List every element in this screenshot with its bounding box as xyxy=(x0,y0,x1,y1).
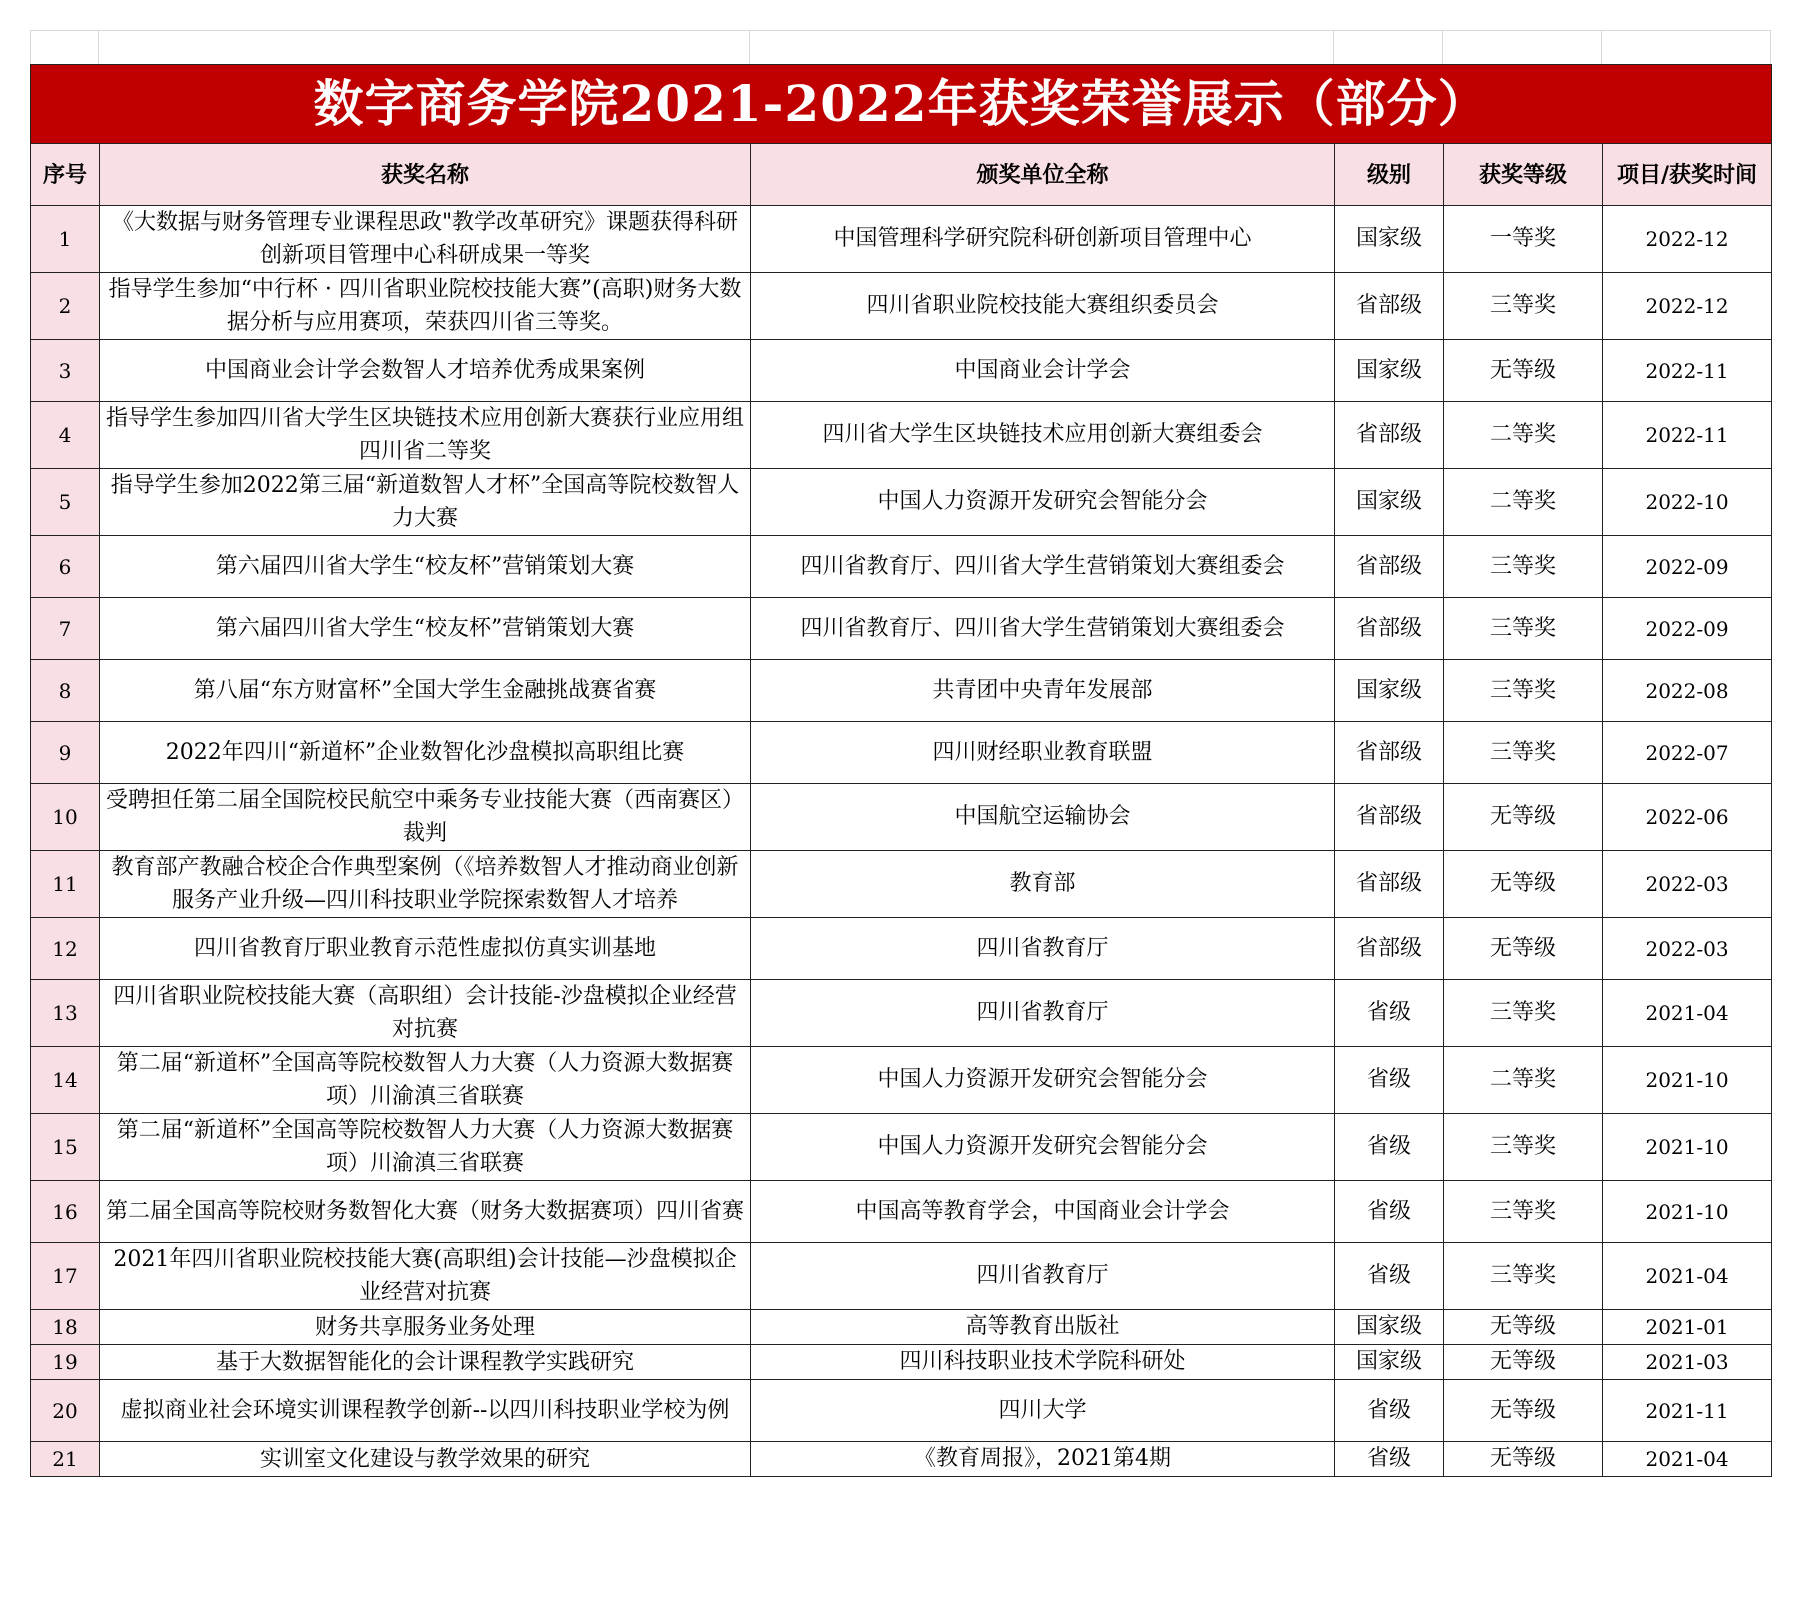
grade-cell[interactable]: 无等级 xyxy=(1444,918,1603,980)
table-row xyxy=(31,1442,1772,1477)
award-name-cell[interactable]: 第六届四川省大学生“校友杯”营销策划大赛 xyxy=(100,598,751,660)
date-cell[interactable]: 2021-03 xyxy=(1603,1345,1772,1380)
date-cell[interactable]: 2022-03 xyxy=(1603,918,1772,980)
award-name-cell[interactable]: 中国商业会计学会数智人才培养优秀成果案例 xyxy=(100,340,751,402)
award-name-cell[interactable]: 四川省教育厅职业教育示范性虚拟仿真实训基地 xyxy=(100,918,751,980)
grade-cell[interactable]: 三等奖 xyxy=(1444,273,1603,340)
level-cell[interactable]: 省级 xyxy=(1335,1181,1444,1243)
row-index[interactable]: 5 xyxy=(31,469,100,536)
row-index[interactable]: 16 xyxy=(31,1181,100,1243)
table-row xyxy=(31,536,1772,598)
row-index[interactable]: 20 xyxy=(31,1380,100,1442)
table-row xyxy=(31,660,1772,722)
row-index[interactable]: 12 xyxy=(31,918,100,980)
date-cell[interactable]: 2022-06 xyxy=(1603,784,1772,851)
level-cell[interactable]: 省部级 xyxy=(1335,402,1444,469)
row-index[interactable]: 3 xyxy=(31,340,100,402)
level-cell[interactable]: 省部级 xyxy=(1335,598,1444,660)
organization-cell[interactable]: 中国人力资源开发研究会智能分会 xyxy=(751,469,1335,536)
header-row xyxy=(31,144,1772,206)
award-name-cell[interactable]: 基于大数据智能化的会计课程教学实践研究 xyxy=(100,1345,751,1380)
award-name-cell[interactable]: 第八届“东方财富杯”全国大学生金融挑战赛省赛 xyxy=(100,660,751,722)
date-cell[interactable]: 2022-12 xyxy=(1603,206,1772,273)
level-cell[interactable]: 省部级 xyxy=(1335,784,1444,851)
row-index[interactable]: 19 xyxy=(31,1345,100,1380)
grid-cell[interactable] xyxy=(1443,30,1602,64)
award-name-cell[interactable]: 教育部产教融合校企合作典型案例（《培养数智人才推动商业创新服务产业升级—四川科技职业学院探索数智人才培养 xyxy=(100,851,751,918)
grade-cell[interactable]: 无等级 xyxy=(1444,1380,1603,1442)
grade-cell[interactable]: 三等奖 xyxy=(1444,1181,1603,1243)
table-row xyxy=(31,851,1772,918)
organization-cell[interactable]: 四川省教育厅、四川省大学生营销策划大赛组委会 xyxy=(751,598,1335,660)
level-cell[interactable]: 国家级 xyxy=(1335,1345,1444,1380)
level-cell[interactable]: 省级 xyxy=(1335,1442,1444,1477)
organization-cell[interactable]: 中国商业会计学会 xyxy=(751,340,1335,402)
organization-cell[interactable]: 《教育周报》，2021第4期 xyxy=(751,1442,1335,1477)
grade-cell[interactable]: 无等级 xyxy=(1444,1442,1603,1477)
row-index[interactable]: 4 xyxy=(31,402,100,469)
table-row xyxy=(31,1310,1772,1345)
header-organization: 颁奖单位全称 xyxy=(751,144,1335,206)
grid-cell[interactable] xyxy=(1602,30,1771,64)
header-level: 级别 xyxy=(1335,144,1444,206)
award-name-cell[interactable]: 《大数据与财务管理专业课程思政"教学改革研究》课题获得科研创新项目管理中心科研成果一等奖 xyxy=(100,206,751,273)
award-name-cell[interactable]: 2021年四川省职业院校技能大赛(高职组)会计技能—沙盘模拟企业经营对抗赛 xyxy=(100,1243,751,1310)
grade-cell[interactable]: 三等奖 xyxy=(1444,1114,1603,1181)
grade-cell[interactable]: 三等奖 xyxy=(1444,722,1603,784)
spreadsheet xyxy=(30,30,1771,1477)
organization-cell[interactable]: 教育部 xyxy=(751,851,1335,918)
level-cell[interactable]: 省部级 xyxy=(1335,536,1444,598)
date-cell[interactable]: 2021-04 xyxy=(1603,980,1772,1047)
row-index[interactable]: 13 xyxy=(31,980,100,1047)
row-index[interactable]: 1 xyxy=(31,206,100,273)
level-cell[interactable]: 省部级 xyxy=(1335,851,1444,918)
organization-cell[interactable]: 中国人力资源开发研究会智能分会 xyxy=(751,1047,1335,1114)
level-cell[interactable]: 国家级 xyxy=(1335,340,1444,402)
level-cell[interactable]: 省部级 xyxy=(1335,273,1444,340)
row-index[interactable]: 21 xyxy=(31,1442,100,1477)
table-row xyxy=(31,1380,1772,1442)
table-row xyxy=(31,469,1772,536)
award-name-cell[interactable]: 受聘担任第二届全国院校民航空中乘务专业技能大赛（西南赛区）裁判 xyxy=(100,784,751,851)
date-cell[interactable]: 2022-10 xyxy=(1603,469,1772,536)
grade-cell[interactable]: 二等奖 xyxy=(1444,469,1603,536)
level-cell[interactable]: 国家级 xyxy=(1335,1310,1444,1345)
level-cell[interactable]: 省部级 xyxy=(1335,722,1444,784)
organization-cell[interactable]: 中国高等教育学会，中国商业会计学会 xyxy=(751,1181,1335,1243)
table-row xyxy=(31,402,1772,469)
row-index[interactable]: 7 xyxy=(31,598,100,660)
title-row xyxy=(31,65,1772,144)
organization-cell[interactable]: 四川省大学生区块链技术应用创新大赛组委会 xyxy=(751,402,1335,469)
date-cell[interactable]: 2022-12 xyxy=(1603,273,1772,340)
table-row xyxy=(31,1047,1772,1114)
table-row xyxy=(31,784,1772,851)
award-name-cell[interactable]: 2022年四川“新道杯”企业数智化沙盘模拟高职组比赛 xyxy=(100,722,751,784)
row-index[interactable]: 15 xyxy=(31,1114,100,1181)
organization-cell[interactable]: 中国人力资源开发研究会智能分会 xyxy=(751,1114,1335,1181)
date-cell[interactable]: 2022-11 xyxy=(1603,402,1772,469)
table-row xyxy=(31,980,1772,1047)
date-cell[interactable]: 2021-11 xyxy=(1603,1380,1772,1442)
table-row xyxy=(31,1114,1772,1181)
date-cell[interactable]: 2021-04 xyxy=(1603,1243,1772,1310)
level-cell[interactable]: 省级 xyxy=(1335,980,1444,1047)
awards-table xyxy=(30,64,1772,1477)
award-name-cell[interactable]: 四川省职业院校技能大赛（高职组）会计技能-沙盘模拟企业经营对抗赛 xyxy=(100,980,751,1047)
level-cell[interactable]: 省级 xyxy=(1335,1047,1444,1114)
date-cell[interactable]: 2022-08 xyxy=(1603,660,1772,722)
table-row xyxy=(31,273,1772,340)
row-index[interactable]: 10 xyxy=(31,784,100,851)
organization-cell[interactable]: 四川省职业院校技能大赛组织委员会 xyxy=(751,273,1335,340)
date-cell[interactable]: 2021-01 xyxy=(1603,1310,1772,1345)
organization-cell[interactable]: 四川科技职业技术学院科研处 xyxy=(751,1345,1335,1380)
header-index: 序号 xyxy=(31,144,100,206)
award-name-cell[interactable]: 指导学生参加“中行杯 · 四川省职业院校技能大赛”(高职)财务大数据分析与应用赛项，荣获四川省三等奖。 xyxy=(100,273,751,340)
grade-cell[interactable]: 三等奖 xyxy=(1444,660,1603,722)
organization-cell[interactable]: 四川财经职业教育联盟 xyxy=(751,722,1335,784)
header-award-name: 获奖名称 xyxy=(100,144,751,206)
organization-cell[interactable]: 高等教育出版社 xyxy=(751,1310,1335,1345)
award-name-cell[interactable]: 第六届四川省大学生“校友杯”营销策划大赛 xyxy=(100,536,751,598)
organization-cell[interactable]: 四川省教育厅、四川省大学生营销策划大赛组委会 xyxy=(751,536,1335,598)
grade-cell[interactable]: 无等级 xyxy=(1444,340,1603,402)
award-name-cell[interactable]: 指导学生参加2022第三届“新道数智人才杯”全国高等院校数智人力大赛 xyxy=(100,469,751,536)
table-row xyxy=(31,918,1772,980)
table-row xyxy=(31,340,1772,402)
organization-cell[interactable]: 四川省教育厅 xyxy=(751,980,1335,1047)
page-title: 数字商务学院2021-2022年获奖荣誉展示（部分） xyxy=(31,65,1772,144)
date-cell[interactable]: 2021-10 xyxy=(1603,1047,1772,1114)
grade-cell[interactable]: 三等奖 xyxy=(1444,536,1603,598)
grade-cell[interactable]: 二等奖 xyxy=(1444,1047,1603,1114)
grid-cell[interactable] xyxy=(1334,30,1443,64)
grade-cell[interactable]: 三等奖 xyxy=(1444,980,1603,1047)
level-cell[interactable]: 省部级 xyxy=(1335,918,1444,980)
grade-cell[interactable]: 无等级 xyxy=(1444,1310,1603,1345)
date-cell[interactable]: 2021-10 xyxy=(1603,1181,1772,1243)
table-row xyxy=(31,598,1772,660)
level-cell[interactable]: 省级 xyxy=(1335,1380,1444,1442)
grade-cell[interactable]: 无等级 xyxy=(1444,1345,1603,1380)
grade-cell[interactable]: 二等奖 xyxy=(1444,402,1603,469)
level-cell[interactable]: 国家级 xyxy=(1335,206,1444,273)
row-index[interactable]: 11 xyxy=(31,851,100,918)
header-date: 项目/获奖时间 xyxy=(1603,144,1772,206)
organization-cell[interactable]: 共青团中央青年发展部 xyxy=(751,660,1335,722)
row-index[interactable]: 14 xyxy=(31,1047,100,1114)
row-index[interactable]: 2 xyxy=(31,273,100,340)
date-cell[interactable]: 2022-09 xyxy=(1603,598,1772,660)
award-name-cell[interactable]: 第二届全国高等院校财务数智化大赛（财务大数据赛项）四川省赛 xyxy=(100,1181,751,1243)
grade-cell[interactable]: 一等奖 xyxy=(1444,206,1603,273)
grade-cell[interactable]: 无等级 xyxy=(1444,851,1603,918)
empty-grid-row xyxy=(30,30,1771,64)
date-cell[interactable]: 2021-10 xyxy=(1603,1114,1772,1181)
table-row xyxy=(31,206,1772,273)
row-index[interactable]: 6 xyxy=(31,536,100,598)
row-index[interactable]: 18 xyxy=(31,1310,100,1345)
organization-cell[interactable]: 中国管理科学研究院科研创新项目管理中心 xyxy=(751,206,1335,273)
table-row xyxy=(31,1181,1772,1243)
award-name-cell[interactable]: 实训室文化建设与教学效果的研究 xyxy=(100,1442,751,1477)
organization-cell[interactable]: 四川省教育厅 xyxy=(751,1243,1335,1310)
level-cell[interactable]: 国家级 xyxy=(1335,469,1444,536)
row-index[interactable]: 9 xyxy=(31,722,100,784)
grade-cell[interactable]: 无等级 xyxy=(1444,784,1603,851)
award-name-cell[interactable]: 财务共享服务业务处理 xyxy=(100,1310,751,1345)
table-row xyxy=(31,1243,1772,1310)
grid-cell[interactable] xyxy=(30,30,99,64)
award-name-cell[interactable]: 虚拟商业社会环境实训课程教学创新--以四川科技职业学校为例 xyxy=(100,1380,751,1442)
award-name-cell[interactable]: 第二届“新道杯”全国高等院校数智人力大赛（人力资源大数据赛项）川渝滇三省联赛 xyxy=(100,1047,751,1114)
grid-cell[interactable] xyxy=(99,30,750,64)
level-cell[interactable]: 省级 xyxy=(1335,1114,1444,1181)
row-index[interactable]: 8 xyxy=(31,660,100,722)
row-index[interactable]: 17 xyxy=(31,1243,100,1310)
level-cell[interactable]: 国家级 xyxy=(1335,660,1444,722)
date-cell[interactable]: 2022-09 xyxy=(1603,536,1772,598)
level-cell[interactable]: 省级 xyxy=(1335,1243,1444,1310)
table-row xyxy=(31,722,1772,784)
grade-cell[interactable]: 三等奖 xyxy=(1444,1243,1603,1310)
award-name-cell[interactable]: 指导学生参加四川省大学生区块链技术应用创新大赛获行业应用组四川省二等奖 xyxy=(100,402,751,469)
award-name-cell[interactable]: 第二届“新道杯”全国高等院校数智人力大赛（人力资源大数据赛项）川渝滇三省联赛 xyxy=(100,1114,751,1181)
date-cell[interactable]: 2021-04 xyxy=(1603,1442,1772,1477)
organization-cell[interactable]: 四川大学 xyxy=(751,1380,1335,1442)
date-cell[interactable]: 2022-03 xyxy=(1603,851,1772,918)
grade-cell[interactable]: 三等奖 xyxy=(1444,598,1603,660)
organization-cell[interactable]: 中国航空运输协会 xyxy=(751,784,1335,851)
header-grade: 获奖等级 xyxy=(1444,144,1603,206)
grid-cell[interactable] xyxy=(750,30,1334,64)
date-cell[interactable]: 2022-07 xyxy=(1603,722,1772,784)
organization-cell[interactable]: 四川省教育厅 xyxy=(751,918,1335,980)
date-cell[interactable]: 2022-11 xyxy=(1603,340,1772,402)
table-row xyxy=(31,1345,1772,1380)
